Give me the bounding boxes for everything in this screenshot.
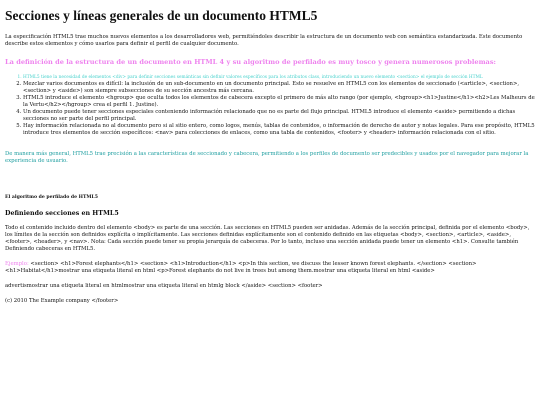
copyright-text: (c) 2010 The Example company </footer> <box>5 298 119 304</box>
example-label: Ejemplo: <box>5 261 29 267</box>
list-item: 4. Un documento puede tener secciones especiales conteniendo información relacionado que no es parte del flujo principal. HTML5 introduce el elemento <aside> permitiendo a dichas secciones no ser parte del perfil principal. <box>23 109 535 123</box>
example-text: <section> <h1>Forest elephants</h1> <section> <h1>Introduction</h1> <p>In this section, we discuss the lesser known forest elephants. </section> <section> <h1>Habitat</h1>mostrar una etiqueta literal en html <p>Forest elephants do not live in trees but among them.mostrar una etiqueta literal en html <aside> <box>5 261 477 274</box>
defining-sections-heading: Definiendo secciones en HTML5 <box>5 210 119 217</box>
list-item: 5. Hay información relacionada no al documento pero si al sitio entero, como logos, menús, tablas de contenidos, o información de derecho de autor y notas legales. Para ese propósito, HTML5 introduce tres elementos de sección específicos: <nav> para colecciones de enlaces, como una tabla de contenidos, <footer> y <header> información relacionada con el sitio. <box>23 123 535 137</box>
problems-heading: La definición de la estructura de un documento en HTML 4 y su algoritmo de perfilado es muy tosco y genera numerosos problemas: <box>5 58 496 66</box>
defining-sections-paragraph: Todo el contenido incluido dentro del elemento <body> es parte de una sección. Las secciones en HTML5 pueden ser anidadas. Además de la sección principal, definida por el elemento <body>, los límites de la sección son definidos explícita o implícitamente. Las secciones definidas explícitamente son el contenido definido en las etiquetas <body>, <section>, <article>, <aside>, <footer>, <header>, y <nav>. Nota: Cada sección puede tener su propia jerarquía de cabeceras. Por lo tanto, incluso una sección anidada puede tener un elemento <h1>. Consulte también Definiendo cabeceras en HTML5. <box>5 225 530 252</box>
problems-list <box>23 74 535 137</box>
list-item: 1. HTML5 tiene la necesidad de elementos <div> para definir secciones semánticas sin definir valores específicos para los atributos class, introduciendo un nuevo elemento <section> el ejemplo de sección HTML <box>23 74 535 81</box>
intro-paragraph: La especificación HTML5 trae muchos nuevos elementos a los desarrolladores web, permitiéndoles describir la estructura de un documento web con semántica estandarizada. Este documento describe estos elementos y cómo usarlos para definir el perfil de cualquier documento. <box>5 34 523 47</box>
page-title: Secciones y líneas generales de un documento HTML5 <box>5 8 318 23</box>
summary-paragraph: De manera más general, HTML5 trae precisión a las características de seccionado y cabecera, permitiendo a los perfiles de documento ser predecibles y usados por el navegador para mejorar la experiencia de usuario. <box>5 151 529 164</box>
aside-paragraph: advertismostrar una etiqueta literal en htmlmostrar una etiqueta literal en htmlg block </aside> <section> <footer> <box>5 283 323 289</box>
list-item: 3. HTML5 introduce el elemento <hgroup> que oculta todos los elementos de cabecera excepto el primero de más alto rango (por ejemplo, <hgroup><h1>Justine</h1><h2>Les Malheurs de la Vertu</h2></hgroup> crea el perfil 1. Justine). <box>23 95 535 109</box>
algorithm-heading: El algoritmo de perfilado de HTML5 <box>5 195 98 200</box>
list-item: 2. Mezclar varios documentos es difícil: la inclusión de un sub-documento en un documento principal. Esto se resuelve en HTML5 con los elementos de seccionado (<article>, <section>, <section> y <aside>) son siempre subsecciones de su sección ancestra más cercana. <box>23 81 535 95</box>
example-paragraph <box>5 261 535 275</box>
